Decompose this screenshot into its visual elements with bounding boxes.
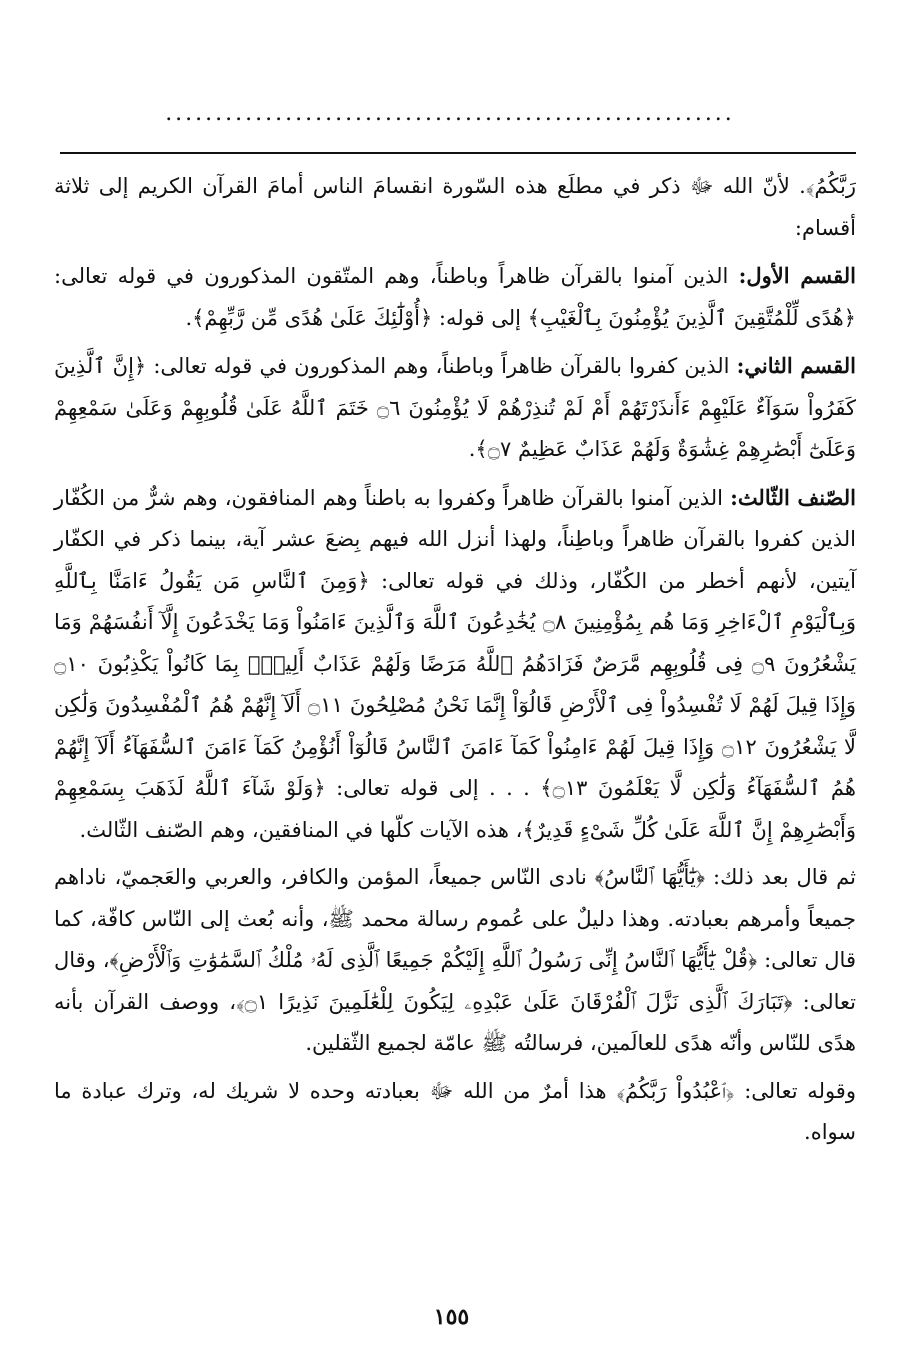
paragraph-second-section (54, 345, 856, 471)
header-rule (60, 152, 856, 154)
paragraph-first-section (54, 255, 856, 339)
section-heading: القسم الأول: (738, 263, 856, 288)
paragraph-body: وقوله تعالى: ﴿ٱعْبُدُواْ رَبَّكُمُ﴾ هذا أمرٌ من الله ﷻ بعبادته وحده لا شريك له، وترك عبادة ما سواه. (54, 1078, 856, 1144)
paragraph-body: الذين آمنوا بالقرآن ظاهراً وكفروا به باطناً وهم المنافقون، وهم شرٌّ من الكُفّار الذين كفروا بالقرآن ظاهراً وباطِناً، ولهذا أنزل الله فيهم بِضعَ عشر آية، بينما ذكر في الكفّار آيتين، لأنهم أخطر من الكُفّار، وذلك في قوله تعالى: ﴿وَمِنَ ٱلنَّاسِ مَن يَقُولُ ءَامَنَّا بِٱللَّهِ وَبِٱلْيَوْمِ ٱلْءَاخِرِ وَمَا هُم بِمُؤْمِنِينَ ۝٨ يُخَٰدِعُونَ ٱللَّهَ وَٱلَّذِينَ ءَامَنُواْ وَمَا يَخْدَعُونَ إِلَّآ أَنفُسَهُمْ وَمَا يَشْعُرُونَ ۝٩ فِى قُلُوبِهِم مَّرَضٌ فَزَادَهُمُ ٱللَّهُ مَرَضًا وَلَهُمْ عَذَابٌ أَلِيمٌۢ بِمَا كَانُواْ يَكْذِبُونَ ۝١٠ وَإِذَا قِيلَ لَهُمْ لَا تُفْسِدُواْ فِى ٱلْأَرْضِ قَالُوٓاْ إِنَّمَا نَحْنُ مُصْلِحُونَ ۝١١ أَلَآ إِنَّهُمْ هُمُ ٱلْمُفْسِدُونَ وَلَٰكِن لَّا يَشْعُرُونَ ۝١٢ وَإِذَا قِيلَ لَهُمْ ءَامِنُواْ كَمَآ ءَامَنَ ٱلنَّاسُ قَالُوٓاْ أَنُؤْمِنُ كَمَآ ءَامَنَ ٱلسُّفَهَآءُ أَلَآ إِنَّهُمْ هُمُ ٱلسُّفَهَآءُ وَلَٰكِن لَّا يَعْلَمُونَ ۝١٣﴾ . . . إلى قوله تعالى: ﴿وَلَوْ شَآءَ ٱللَّهُ لَذَهَبَ بِسَمْعِهِمْ وَأَبْصَٰرِهِمْ إِنَّ ٱللَّهَ عَلَىٰ كُلِّ شَىْءٍ قَدِيرٌ﴾، هذه الآيات كلّها في المنافقين، وهم الصّنف الثّالث. (54, 485, 857, 842)
section-heading: الصّنف الثّالث: (730, 484, 856, 510)
paragraph-body: الذين كفروا بالقرآن ظاهراً وباطناً، وهم المذكورون في قوله تعالى: ﴿إِنَّ ٱلَّذِينَ كَفَرُواْ سَوَآءٌ عَلَيْهِمْ ءَأَنذَرْتَهُمْ أَمْ لَمْ تُنذِرْهُمْ لَا يُؤْمِنُونَ ۝٦ خَتَمَ ٱللَّهُ عَلَىٰ قُلُوبِهِمْ وَعَلَىٰ سَمْعِهِمْ وَعَلَىٰٓ أَبْصَٰرِهِمْ غِشَٰوَةٌ وَلَهُمْ عَذَابٌ عَظِيمٌ ۝٧﴾. (54, 354, 856, 461)
page-number: ١٥٥ (433, 1304, 470, 1330)
section-heading: القسم الثاني: (736, 353, 856, 378)
paragraph-worship (54, 1071, 856, 1154)
paragraph-body: رَبَّكُمُ﴾. لأنّ الله ﷻ ذكر في مطلَع هذه السّورة انقسامَ الناس أمامَ القرآن الكريم إلى ثلاثة أقسام: (54, 174, 856, 240)
paragraph-body: الذين آمنوا بالقرآن ظاهراً وباطناً، وهم المتّقون المذكورون في قوله تعالى: ﴿هُدًى لِّلْمُتَّقِينَ ٱلَّذِينَ يُؤْمِنُونَ بِٱلْغَيْبِ﴾ إلى قوله: ﴿أُوْلَٰٓئِكَ عَلَىٰ هُدًى مِّن رَّبِّهِمْ﴾. (54, 264, 856, 330)
paragraph-intro (54, 166, 856, 249)
page-body (54, 166, 856, 1154)
paragraph-universal-call (54, 857, 856, 1065)
paragraph-third-section (54, 477, 856, 852)
paragraph-body: ثم قال بعد ذلك: ﴿يَٰٓأَيُّهَا ٱلنَّاسُ﴾ نادى النّاس جميعاً، المؤمن والكافر، والعربي والعَجميّ، ناداهم جميعاً وأمرهم بعبادته. وهذا دليلٌ على عُموم رسالة محمد ﷺ، وأنه بُعث إلى النّاس كافّة، كما قال تعالى: ﴿قُلْ يَٰٓأَيُّهَا ٱلنَّاسُ إِنِّى رَسُولُ ٱللَّهِ إِلَيْكُمْ جَمِيعًا ٱلَّذِى لَهُۥ مُلْكُ ٱلسَّمَٰوَٰتِ وَٱلْأَرْضِ﴾، وقال تعالى: ﴿تَبَارَكَ ٱلَّذِى نَزَّلَ ٱلْفُرْقَانَ عَلَىٰ عَبْدِهِۦ لِيَكُونَ لِلْعَٰلَمِينَ نَذِيرًا ۝١﴾، ووصف القرآن بأنه هدًى للنّاس وأنّه هدًى للعالَمين، فرسالتُه ﷺ عامّة لجميع الثّقلين. (54, 865, 856, 1055)
dotted-header-line: ......................................................... (165, 104, 735, 124)
